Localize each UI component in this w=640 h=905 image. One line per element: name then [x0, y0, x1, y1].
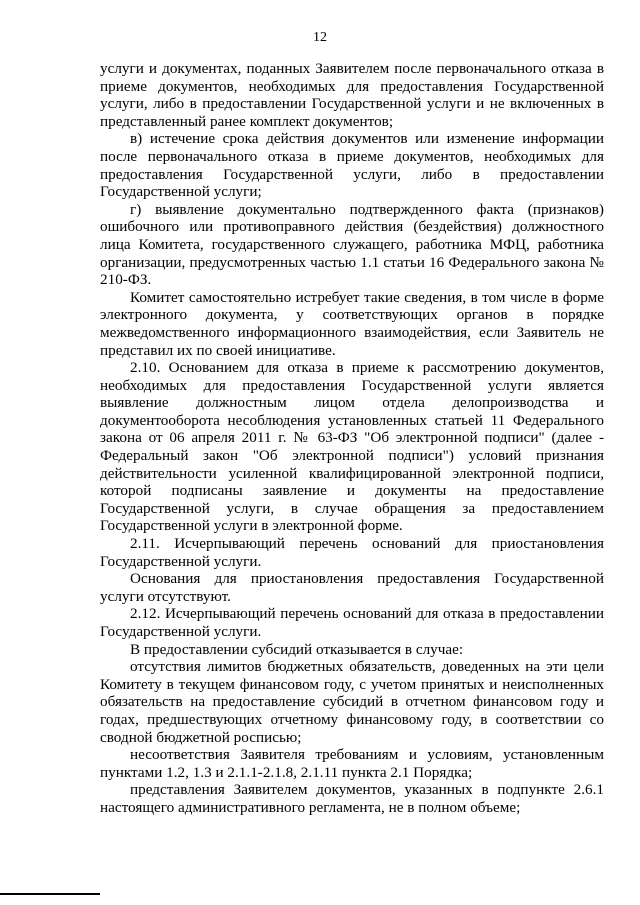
paragraph: Основания для приостановления предоставления Государственной услуги отсутствуют.	[100, 570, 604, 605]
paragraph: отсутствия лимитов бюджетных обязательств, доведенных на эти цели Комитету в текущем финансовом году, с учетом принятых и неисполненных обязательств на предоставление субсидий в отчетном финансовом году и годах, предшествующих отчетному финансовому году, в соответствии со сводной бюджетной росписью;	[100, 658, 604, 746]
paragraph: В предоставлении субсидий отказывается в случае:	[130, 640, 464, 658]
footnote-separator	[0, 893, 100, 895]
paragraph: несоответствия Заявителя требованиям и условиям, установленным пунктами 1.2, 1.3 и 2.1.1-2.1.8, 2.1.11 пункта 2.1 Порядка;	[100, 746, 604, 781]
paragraph: 2.12. Исчерпывающий перечень оснований для отказа в предоставлении Государственной услуги.	[100, 605, 604, 640]
page-number: 12	[313, 30, 327, 45]
paragraph: 2.10. Основанием для отказа в приеме к рассмотрению документов, необходимых для предоставления Государственной услуги является выявление должностным лицом отдела делопроизводства и документооборота несоблюдения установленных статьей 11 Федерального закона от 06 апреля 2011 г. № 63-ФЗ "Об электронной подписи" (далее - Федеральный закон "Об электронной подписи") условий признания действительности усиленной квалифицированной электронной подписи, которой подписаны заявление и документы на предоставление Государственной услуги, в случае обращения за предоставлением Государственной услуги в электронной форме.	[100, 359, 604, 535]
paragraph: услуги и документах, поданных Заявителем после первоначального отказа в приеме документов, необходимых для предоставления Государственной услуги, либо в предоставлении Государственной услуги и не включенных в представленный ранее комплект документов;	[100, 60, 604, 130]
paragraph: 2.11. Исчерпывающий перечень оснований для приостановления Государственной услуги.	[100, 535, 604, 570]
paragraph: г) выявление документально подтвержденного факта (признаков) ошибочного или противоправного действия (бездействия) должностного лица Комитета, государственного служащего, работника МФЦ, работника организации, предусмотренных частью 1.1 статьи 16 Федерального закона № 210-ФЗ.	[100, 200, 604, 289]
paragraph: представления Заявителем документов, указанных в подпункте 2.6.1 настоящего административного регламента, не в полном объеме;	[100, 781, 604, 816]
paragraph: Комитет самостоятельно истребует такие сведения, в том числе в форме электронного документа, у соответствующих органов в порядке межведомственного информационного взаимодействия, если Заявитель не представил их по своей инициативе.	[100, 288, 604, 359]
paragraph: в) истечение срока действия документов или изменение информации после первоначального отказа в приеме документов, необходимых для предоставления Государственной услуги, либо в предоставлении Государственной услуги;	[100, 130, 604, 201]
document-body	[100, 60, 604, 817]
